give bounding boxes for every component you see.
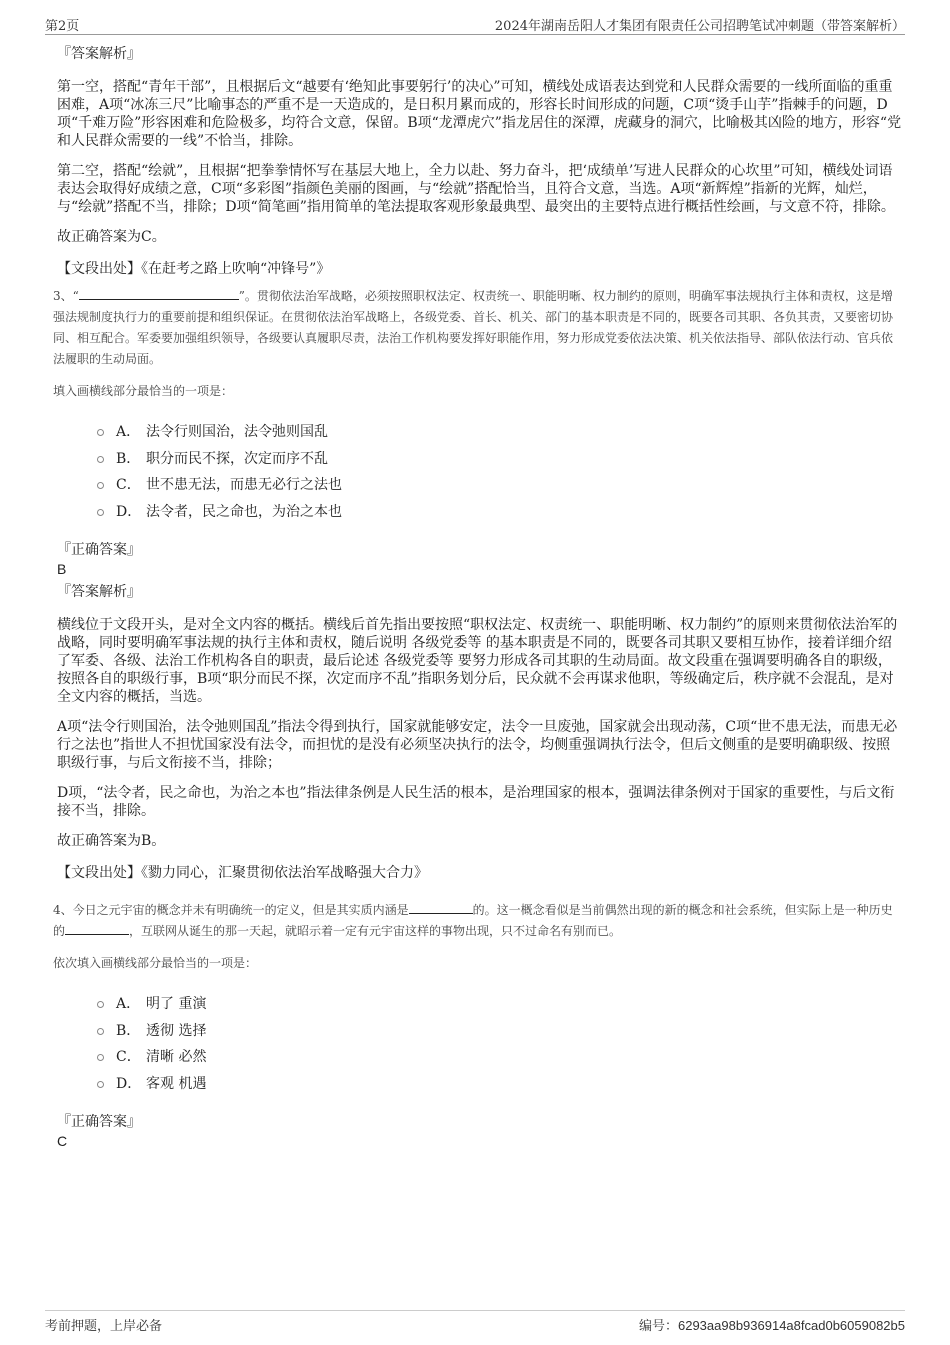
analysis-paragraph: 第一空，搭配“青年干部”，且根据后文“越要有‘绝知此事要躬行’的决心”可知，横线处成语表达到党和人民群众需要的一线所面临的重重困难，A项“冰冻三尺”比喻事态的严重不是一天造成的，是日积月累而成的，形容长时间形成的问题，C项“烫手山芋”指棘手的问题，D项“千难万险”形容困难和危险极多，均符合文意，保留。B项“龙潭虎穴”指龙居住的深潭，虎藏身的洞穴，比喻极其凶险的地方，形容“党和人民群众需要的一线”不恰当，排除。: [57, 79, 902, 149]
code-label: 编号：: [638, 1319, 678, 1334]
document-code: [639, 1315, 905, 1334]
analysis-label: 『答案解析』: [57, 46, 141, 62]
analysis-label: 『答案解析』: [57, 584, 141, 600]
option-a[interactable]: [97, 422, 902, 449]
option-text: 法令者，民之命也，为治之本也: [146, 503, 342, 520]
question-3-options: [97, 422, 902, 528]
correct-answer-label: 『正确答案』: [57, 1114, 141, 1130]
radio-icon[interactable]: [97, 429, 104, 436]
option-d[interactable]: [97, 502, 902, 529]
question-instruction: 填入画横线部分最恰当的一项是：: [53, 384, 234, 398]
question-body: 的。这一概念看似是当前偶然出现的新的概念和社会系统，但实际上是一种历史的: [53, 903, 893, 938]
radio-icon[interactable]: [97, 509, 104, 516]
option-letter: A．: [116, 996, 141, 1012]
option-text: 清晰 必然: [146, 1049, 207, 1065]
question-3-text: [53, 286, 902, 370]
option-text: 法令行则国治，法令弛则国乱: [146, 424, 328, 440]
option-b[interactable]: [97, 1021, 902, 1048]
analysis-conclusion: 故正确答案为B。: [57, 833, 166, 849]
analysis-paragraph: A项“法令行则国治，法令弛则国乱”指法令得到执行，国家就能够安定，法令一旦废弛，国家就会出现动荡，C项“世不患无法，而患无必行之法也”指世人不担忧国家没有法令，而担忧的是没有必须坚决执行的法令，均侧重强调执行法令，但后文侧重的是要明确职级、按照职级行事，与后文衔接不当，排除；: [57, 719, 898, 771]
question-number: 3、“: [53, 289, 79, 303]
question-4-options: [97, 994, 902, 1100]
option-letter: D．: [116, 1075, 142, 1092]
radio-icon[interactable]: [97, 482, 104, 489]
analysis-conclusion: 故正确答案为C。: [57, 229, 166, 245]
option-letter: C．: [116, 477, 141, 493]
option-c[interactable]: [97, 1047, 902, 1074]
radio-icon[interactable]: [97, 1054, 104, 1061]
radio-icon[interactable]: [97, 1081, 104, 1088]
page-header: [45, 12, 905, 35]
document-title: 2024年湖南岳阳人才集团有限责任公司招聘笔试冲刺题（带答案解析）: [494, 19, 905, 34]
option-text: 客观 机遇: [146, 1075, 207, 1092]
option-letter: C．: [116, 1049, 141, 1065]
question-body: ，互联网从诞生的那一天起，就昭示着一定有元宇宙这样的事物出现，只不过命名有别而已。: [129, 924, 622, 938]
option-text: 世不患无法，而患无必行之法也: [146, 477, 342, 493]
analysis-paragraph: D项，“法令者，民之命也，为治之本也”指法律条例是人民生活的根本，是治理国家的根本，强调法律条例对于国家的重要性，与后文衔接不当，排除。: [57, 785, 895, 819]
main-content: [53, 44, 902, 1154]
question-body: 4、今日之元宇宙的概念并未有明确统一的定义，但是其实质内涵是: [53, 903, 409, 917]
radio-icon[interactable]: [97, 1028, 104, 1035]
source-citation: 【文段出处】《在赶考之路上吹响“冲锋号”》: [57, 261, 331, 277]
option-text: 职分而民不探，次定而序不乱: [146, 450, 328, 467]
source-citation: 【文段出处】《勠力同心，汇聚贯彻依法治军战略强大合力》: [57, 865, 428, 881]
option-d[interactable]: [97, 1074, 902, 1101]
question-4-text: [53, 900, 902, 942]
option-letter: A．: [116, 424, 141, 440]
page-footer: [45, 1310, 905, 1334]
option-text: 明了 重演: [146, 996, 207, 1012]
option-text: 透彻 选择: [146, 1022, 207, 1039]
option-letter: D．: [116, 503, 142, 520]
analysis-paragraph: 第二空，搭配“绘就”，且根据“把拳拳情怀写在基层大地上，全力以赴、努力奋斗，把‘成绩单’写进人民群众的心坎里”可知，横线处词语表达会取得好成绩之意，C项“多彩图”指颜色美丽的图画，与“绘就”搭配恰当，且符合文意，当选。A项“新辉煌”指新的光辉，灿烂，与“绘就”搭配不当，排除；D项“简笔画”指用简单的笔法提取客观形象最典型、最突出的主要特点进行概括性绘画，与文意不符，排除。: [57, 163, 895, 215]
option-c[interactable]: [97, 475, 902, 502]
code-value: 6293aa98b936914a8fcad0b6059082b5: [677, 1318, 905, 1333]
correct-answer: C: [57, 1133, 68, 1149]
correct-answer: B: [57, 561, 67, 577]
answer-blank: [79, 287, 239, 300]
page-number: 第2页: [45, 19, 80, 34]
radio-icon[interactable]: [97, 1001, 104, 1008]
radio-icon[interactable]: [97, 456, 104, 463]
option-letter: B．: [116, 450, 141, 467]
analysis-paragraph: 横线位于文段开头，是对全文内容的概括。横线后首先指出要按照“职权法定、权责统一、职能明晰、权力制约”的原则来贯彻依法治军的战略，同时要明确军事法规的执行主体和责权，随后说明 各级党委等 的基本职责是不同的，既要各司其职又要相互协作，接着详细介绍了军委、各级、法治工作机构各自的职责，最后论述 各级党委等 要努力形成各司其职的生动局面。故文段重在强调要明确各自的职级，按照各自的职级行事，B项“职分而民不探，次定而序不乱”指职务划分后，民众就不会再谋求他职，等级确定后，秩序就不会混乱，是对全文内容的概括，当选。: [57, 617, 898, 705]
question-instruction: 依次填入画横线部分最恰当的一项是：: [53, 956, 258, 970]
footer-slogan: 考前押题，上岸必备: [45, 1319, 163, 1334]
answer-blank: [65, 922, 129, 935]
correct-answer-label: 『正确答案』: [57, 542, 141, 558]
question-body: ”。贯彻依法治军战略，必须按照职权法定、权责统一、职能明晰、权力制约的原则，明确军事法规执行主体和责权，这是增强法规制度执行力的重要前提和组织保证。在贯彻依法治军战略上，各级党委、首长、机关、部门的基本职责是不同的，既要各司其职、各负其责，又要密切协同、相互配合。军委要加强组织领导，各级要认真履职尽责，法治工作机构要发挥好职能作用，努力形成党委依法决策、机关依法指导、部队依法行动、官兵依法履职的生动局面。: [53, 289, 894, 366]
option-a[interactable]: [97, 994, 902, 1021]
answer-blank: [409, 901, 473, 914]
option-b[interactable]: [97, 449, 902, 476]
option-letter: B．: [116, 1022, 141, 1039]
